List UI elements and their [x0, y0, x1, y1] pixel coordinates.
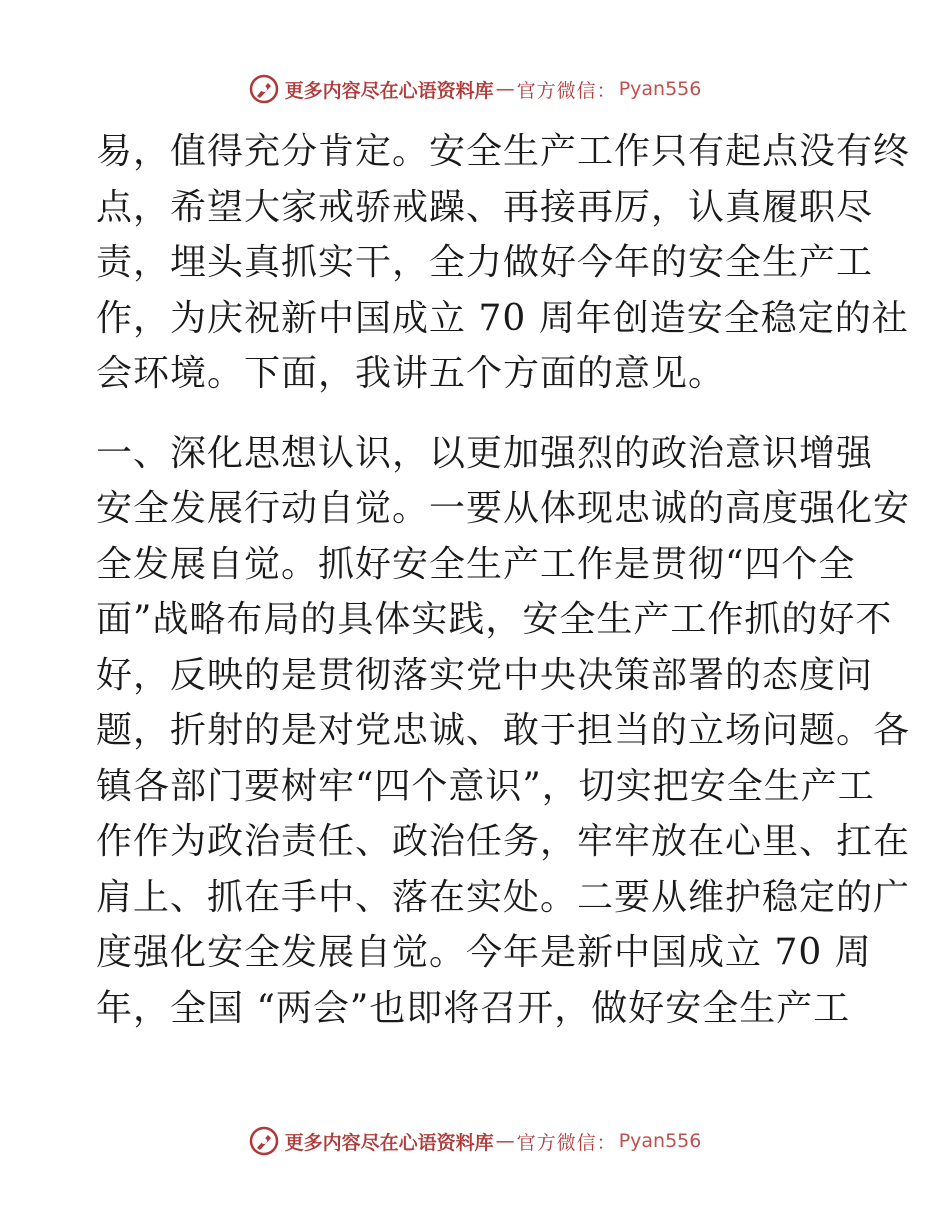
text-line: 年，全国 “两会”也即将召开，做好安全生产工 — [96, 987, 851, 1029]
watermark-brand: 更多内容尽在心语资料库 — [284, 79, 494, 102]
pen-logo-icon — [249, 1126, 279, 1156]
watermark-separator: — — [495, 1130, 515, 1152]
text-line: 会环境。下面，我讲五个方面的意见。 — [96, 353, 726, 394]
paragraph-1 — [96, 124, 911, 402]
text-line: 作，为庆祝新中国成立 70 周年创造安全稳定的社 — [96, 297, 909, 339]
text-line: 好，反映的是贯彻落实党中央决策部署的态度问 — [96, 654, 874, 696]
text-line: 度强化安全发展自觉。今年是新中国成立 70 周 — [96, 932, 872, 973]
watermark-wechat-label: 官方微信： — [516, 1131, 617, 1154]
watermark-wechat-label: 官方微信： — [516, 79, 617, 102]
text-line: 点，希望大家戒骄戒躁、再接再厉，认真履职尽 — [96, 186, 874, 228]
header-watermark — [0, 72, 950, 106]
footer-watermark — [0, 1124, 950, 1158]
watermark-separator: — — [495, 78, 515, 100]
text-line: 易，值得充分肯定。安全生产工作只有起点没有终 — [96, 131, 911, 172]
text-line: 面”战略布局的具体实践，安全生产工作抓的好不 — [96, 599, 893, 640]
watermark-brand: 更多内容尽在心语资料库 — [284, 1131, 494, 1154]
text-line: 一、深化思想认识，以更加强烈的政治意识增强 — [96, 432, 874, 474]
text-line: 题，折射的是对党忠诚、敢于担当的立场问题。各 — [96, 710, 911, 751]
text-line: 全发展自觉。抓好安全生产工作是贯彻“四个全 — [96, 543, 856, 585]
text-line: 肩上、抓在手中、落在实处。二要从维护稳定的广 — [96, 876, 911, 918]
text-line: 责，埋头真抓实干，全力做好今年的安全生产工 — [96, 242, 874, 283]
document-body — [96, 124, 911, 1036]
paragraph-2 — [96, 426, 911, 1037]
pen-logo-icon — [249, 74, 279, 104]
watermark-wechat-id: Pyan556 — [618, 1130, 702, 1152]
watermark-wechat-id: Pyan556 — [618, 78, 702, 100]
text-line: 作作为政治责任、政治任务，牢牢放在心里、扛在 — [96, 821, 911, 862]
text-line: 安全发展行动自觉。一要从体现忠诚的高度强化安 — [96, 488, 911, 529]
text-line: 镇各部门要树牢“四个意识”，切实把安全生产工 — [96, 765, 875, 807]
